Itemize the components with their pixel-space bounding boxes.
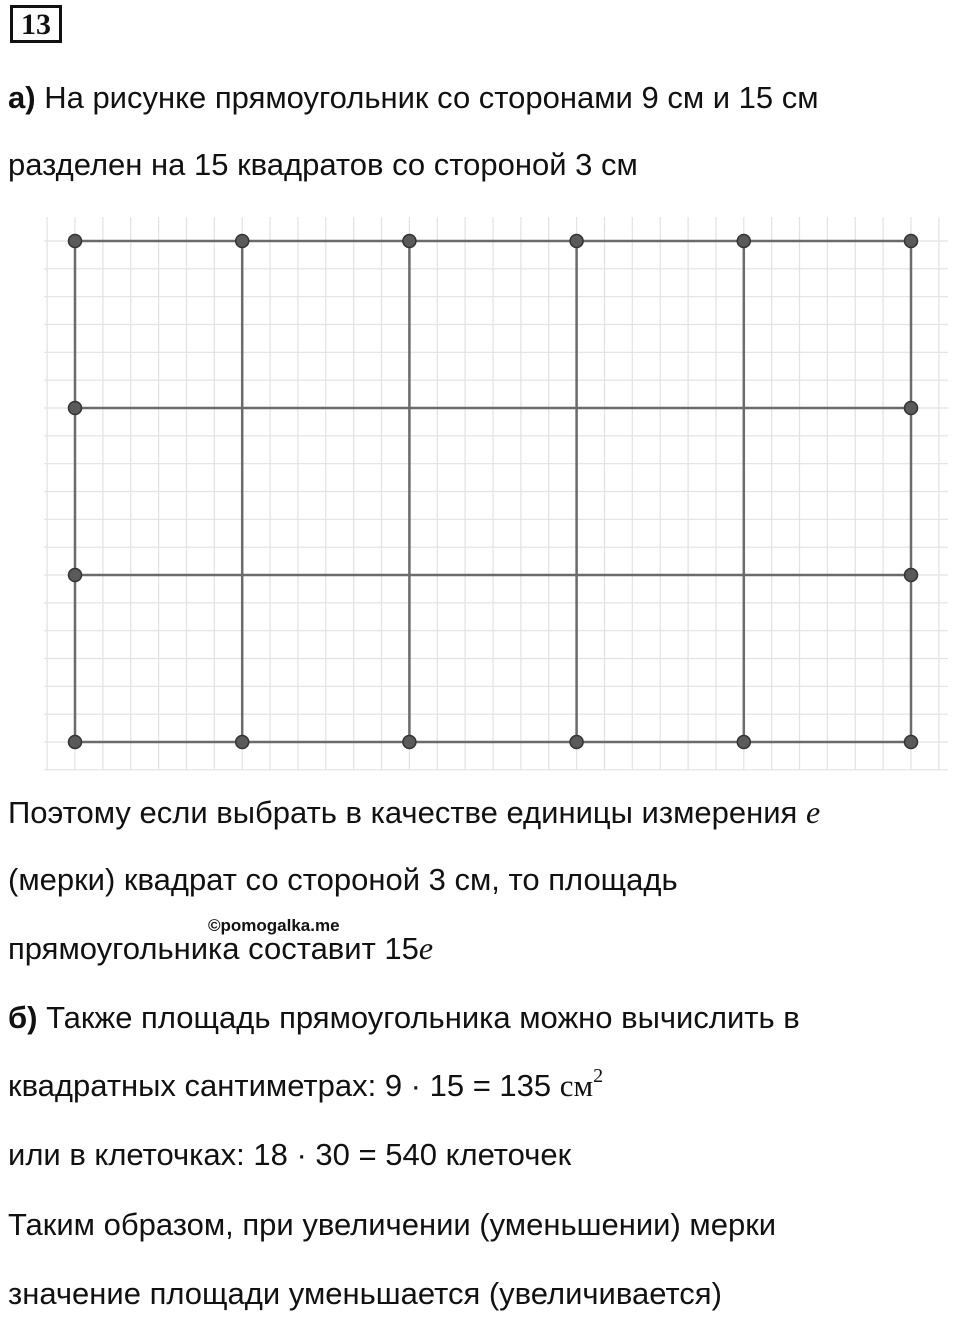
vertex-point: [69, 402, 82, 415]
area-unit-exponent: 2: [593, 1065, 604, 1087]
vertex-point: [69, 569, 82, 582]
vertex-point: [236, 235, 249, 248]
conclusion-line-1: Таким образом, при увеличении (уменьшении) мерки: [8, 1207, 777, 1242]
explanation-line-1: [8, 792, 820, 833]
area-unit-text: см: [559, 1068, 594, 1103]
vertex-point: [737, 736, 750, 749]
watermark: ©pomogalka.me: [208, 916, 340, 935]
vertex-point: [403, 736, 416, 749]
explanation-line-3: [8, 928, 433, 969]
unit-variable-result: e: [418, 930, 434, 966]
part-b-line-1: [8, 998, 800, 1038]
vertex-point: [737, 235, 750, 248]
area-unit: [559, 1065, 604, 1103]
part-a-label: а): [8, 80, 36, 115]
vertex-point: [403, 235, 416, 248]
conclusion-line-2: значение площади уменьшается (увеличивается): [8, 1276, 722, 1311]
part-b-text-1: Также площадь прямоугольника можно вычислить в: [46, 1000, 800, 1035]
vertex-point: [905, 736, 918, 749]
part-b-text-2: квадратных сантиметрах: 9 · 15 = 135: [8, 1068, 560, 1103]
vertex-point: [570, 736, 583, 749]
explanation-text-3: прямоугольника составит 15: [8, 931, 419, 966]
problem-number: 13: [10, 5, 62, 43]
vertex-point: [905, 402, 918, 415]
explanation-text-1: Поэтому если выбрать в качестве единицы измерения: [8, 795, 806, 830]
graph-paper-grid: [44, 217, 948, 770]
vertex-point: [69, 736, 82, 749]
explanation-line-2: (мерки) квадрат со стороной 3 см, то площадь: [8, 862, 678, 897]
vertex-point: [905, 569, 918, 582]
part-a-text-1: На рисунке прямоугольник со сторонами 9 см и 15 см: [44, 80, 819, 115]
vertex-point: [570, 235, 583, 248]
part-b-line-2: [8, 1066, 603, 1106]
part-b-label: б): [8, 1000, 38, 1035]
vertex-point: [905, 235, 918, 248]
vertex-point: [236, 736, 249, 749]
part-b-line-3: или в клеточках: 18 · 30 = 540 клеточек: [8, 1137, 572, 1172]
unit-variable: e: [805, 794, 821, 830]
vertex-point: [69, 235, 82, 248]
part-a-line-2: разделен на 15 квадратов со стороной 3 см: [8, 147, 638, 182]
